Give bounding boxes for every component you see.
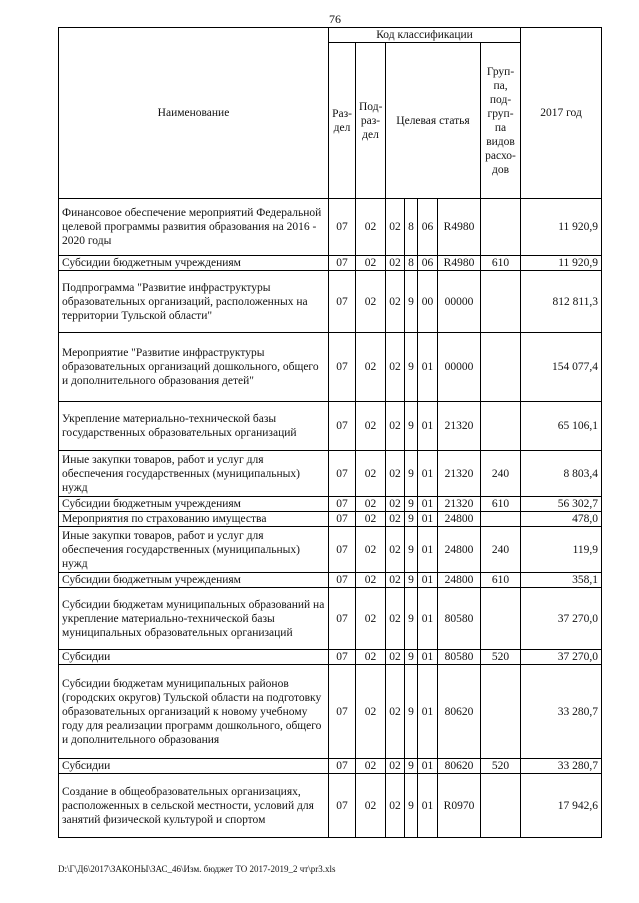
row-target-event: 01 (418, 512, 438, 527)
row-target-program: 02 (386, 402, 405, 451)
row-amount-2017: 17 942,6 (521, 774, 602, 838)
row-section: 07 (329, 759, 356, 774)
row-section: 07 (329, 256, 356, 271)
row-name: Субсидии бюджетным учреждениям (59, 256, 329, 271)
header-section (329, 43, 356, 199)
row-section: 07 (329, 650, 356, 665)
row-expense-group (481, 665, 521, 759)
header-section-text: Раз- дел (332, 107, 352, 134)
row-target-event: 01 (418, 665, 438, 759)
table-row (59, 588, 602, 650)
row-target-direction: 00000 (438, 333, 481, 402)
row-expense-group (481, 271, 521, 333)
row-amount-2017: 812 811,3 (521, 271, 602, 333)
row-target-program: 02 (386, 271, 405, 333)
row-target-event: 01 (418, 774, 438, 838)
row-section: 07 (329, 573, 356, 588)
row-section: 07 (329, 588, 356, 650)
row-target-event: 01 (418, 402, 438, 451)
row-subsection: 02 (356, 451, 386, 497)
table-row (59, 573, 602, 588)
row-target-event: 01 (418, 333, 438, 402)
row-target-program: 02 (386, 665, 405, 759)
row-expense-group (481, 512, 521, 527)
page-number: 76 (329, 12, 341, 26)
row-target-direction: 21320 (438, 497, 481, 512)
row-target-event: 01 (418, 573, 438, 588)
row-section: 07 (329, 512, 356, 527)
row-target-event: 01 (418, 451, 438, 497)
table-header (59, 28, 602, 199)
row-target-subprogram: 9 (405, 451, 418, 497)
row-target-direction: R4980 (438, 256, 481, 271)
row-expense-group (481, 199, 521, 256)
row-amount-2017: 37 270,0 (521, 588, 602, 650)
row-target-subprogram: 8 (405, 199, 418, 256)
row-name: Мероприятие "Развитие инфраструктуры образовательных организаций дошкольного, общего и дополнительного образования детей" (59, 333, 329, 402)
row-target-direction: 21320 (438, 402, 481, 451)
row-target-subprogram: 9 (405, 759, 418, 774)
row-target-event: 01 (418, 650, 438, 665)
table-row (59, 665, 602, 759)
row-subsection: 02 (356, 199, 386, 256)
row-section: 07 (329, 333, 356, 402)
row-amount-2017: 119,9 (521, 527, 602, 573)
row-target-direction: 24800 (438, 573, 481, 588)
row-target-program: 02 (386, 527, 405, 573)
row-subsection: 02 (356, 512, 386, 527)
row-subsection: 02 (356, 402, 386, 451)
row-name: Создание в общеобразовательных организациях, расположенных в сельской местности, условий для занятий физической культурой и спортом (59, 774, 329, 838)
row-target-event: 01 (418, 588, 438, 650)
row-target-event: 01 (418, 527, 438, 573)
row-name: Субсидии бюджетным учреждениям (59, 573, 329, 588)
row-section: 07 (329, 402, 356, 451)
row-expense-group: 610 (481, 256, 521, 271)
row-target-subprogram: 9 (405, 665, 418, 759)
row-name: Иные закупки товаров, работ и услуг для обеспечения государственных (муниципальных) нужд (59, 451, 329, 497)
row-target-program: 02 (386, 650, 405, 665)
row-target-event: 06 (418, 199, 438, 256)
row-target-subprogram: 8 (405, 256, 418, 271)
row-target-direction: 80620 (438, 759, 481, 774)
row-amount-2017: 65 106,1 (521, 402, 602, 451)
header-expense-group-text: Груп- па, под- груп- па видов расхо- дов (485, 65, 516, 176)
row-target-direction: R0970 (438, 774, 481, 838)
row-expense-group: 520 (481, 650, 521, 665)
row-expense-group: 240 (481, 451, 521, 497)
header-subsection-text: Под- раз- дел (359, 100, 383, 141)
header-year: 2017 год (521, 28, 602, 199)
row-subsection: 02 (356, 588, 386, 650)
table-row (59, 402, 602, 451)
row-target-direction: 24800 (438, 527, 481, 573)
table-row (59, 759, 602, 774)
row-target-program: 02 (386, 256, 405, 271)
row-target-event: 00 (418, 271, 438, 333)
row-target-subprogram: 9 (405, 650, 418, 665)
row-name: Мероприятия по страхованию имущества (59, 512, 329, 527)
row-amount-2017: 56 302,7 (521, 497, 602, 512)
row-expense-group (481, 402, 521, 451)
row-target-program: 02 (386, 774, 405, 838)
row-target-direction: 24800 (438, 512, 481, 527)
row-target-program: 02 (386, 759, 405, 774)
table-row (59, 256, 602, 271)
row-target-direction: 00000 (438, 271, 481, 333)
row-amount-2017: 478,0 (521, 512, 602, 527)
row-amount-2017: 154 077,4 (521, 333, 602, 402)
row-target-subprogram: 9 (405, 527, 418, 573)
row-target-subprogram: 9 (405, 333, 418, 402)
table-row (59, 527, 602, 573)
row-target-subprogram: 9 (405, 512, 418, 527)
row-expense-group: 520 (481, 759, 521, 774)
row-subsection: 02 (356, 650, 386, 665)
row-subsection: 02 (356, 497, 386, 512)
footer-file-path: D:\Г\Д6\2017\ЗАКОНЫ\ЗАС_46\Изм. бюджет ТО 2017-2019_2 чт\pr3.xls (58, 864, 336, 874)
row-subsection: 02 (356, 256, 386, 271)
row-target-subprogram: 9 (405, 774, 418, 838)
row-subsection: 02 (356, 573, 386, 588)
table-row (59, 451, 602, 497)
row-subsection: 02 (356, 665, 386, 759)
row-name: Субсидии (59, 650, 329, 665)
row-target-event: 01 (418, 497, 438, 512)
row-amount-2017: 8 803,4 (521, 451, 602, 497)
row-subsection: 02 (356, 333, 386, 402)
row-amount-2017: 33 280,7 (521, 665, 602, 759)
row-subsection: 02 (356, 271, 386, 333)
row-section: 07 (329, 271, 356, 333)
row-target-subprogram: 9 (405, 588, 418, 650)
row-subsection: 02 (356, 774, 386, 838)
table-row (59, 333, 602, 402)
table-row (59, 512, 602, 527)
row-name: Финансовое обеспечение мероприятий Федеральной целевой программы развития образования на 2016 - 2020 годы (59, 199, 329, 256)
row-amount-2017: 11 920,9 (521, 256, 602, 271)
row-name: Субсидии (59, 759, 329, 774)
row-subsection: 02 (356, 527, 386, 573)
row-name: Субсидии бюджетам муниципальных образований на укрепление материально-технической базы муниципальных образовательных организаций (59, 588, 329, 650)
row-amount-2017: 11 920,9 (521, 199, 602, 256)
row-section: 07 (329, 665, 356, 759)
row-target-direction: 21320 (438, 451, 481, 497)
row-expense-group: 610 (481, 497, 521, 512)
row-name: Укрепление материально-технической базы государственных образовательных организаций (59, 402, 329, 451)
row-expense-group (481, 588, 521, 650)
row-target-event: 06 (418, 256, 438, 271)
row-target-program: 02 (386, 333, 405, 402)
row-amount-2017: 37 270,0 (521, 650, 602, 665)
row-target-program: 02 (386, 451, 405, 497)
row-section: 07 (329, 774, 356, 838)
row-section: 07 (329, 451, 356, 497)
row-section: 07 (329, 527, 356, 573)
row-target-direction: 80580 (438, 588, 481, 650)
row-target-direction: R4980 (438, 199, 481, 256)
row-expense-group: 240 (481, 527, 521, 573)
budget-table (58, 27, 602, 838)
table-row (59, 650, 602, 665)
row-target-program: 02 (386, 512, 405, 527)
row-expense-group (481, 333, 521, 402)
table-body (59, 199, 602, 838)
row-target-event: 01 (418, 759, 438, 774)
row-target-subprogram: 9 (405, 497, 418, 512)
row-target-direction: 80580 (438, 650, 481, 665)
row-name: Субсидии бюджетным учреждениям (59, 497, 329, 512)
row-target-program: 02 (386, 588, 405, 650)
header-expense-group (481, 43, 521, 199)
header-classification-code: Код классификации (329, 28, 521, 43)
row-target-subprogram: 9 (405, 573, 418, 588)
table-row (59, 497, 602, 512)
row-section: 07 (329, 199, 356, 256)
row-name: Иные закупки товаров, работ и услуг для обеспечения государственных (муниципальных) нужд (59, 527, 329, 573)
row-target-subprogram: 9 (405, 271, 418, 333)
row-target-program: 02 (386, 199, 405, 256)
table-row (59, 271, 602, 333)
row-amount-2017: 358,1 (521, 573, 602, 588)
row-target-direction: 80620 (438, 665, 481, 759)
row-name: Субсидии бюджетам муниципальных районов (городских округов) Тульской области на подготовку образовательных организаций к новому учебному году для реализации программ дошкольного, общего и дополнительного образования (59, 665, 329, 759)
row-target-program: 02 (386, 573, 405, 588)
row-subsection: 02 (356, 759, 386, 774)
row-target-program: 02 (386, 497, 405, 512)
header-target-article: Целевая статья (386, 43, 481, 199)
row-section: 07 (329, 497, 356, 512)
row-name: Подпрограмма "Развитие инфраструктуры образовательных организаций, расположенных на территории Тульской области" (59, 271, 329, 333)
row-amount-2017: 33 280,7 (521, 759, 602, 774)
header-name: Наименование (59, 28, 329, 199)
table-row (59, 774, 602, 838)
row-expense-group: 610 (481, 573, 521, 588)
row-target-subprogram: 9 (405, 402, 418, 451)
row-expense-group (481, 774, 521, 838)
header-subsection (356, 43, 386, 199)
table-row (59, 199, 602, 256)
